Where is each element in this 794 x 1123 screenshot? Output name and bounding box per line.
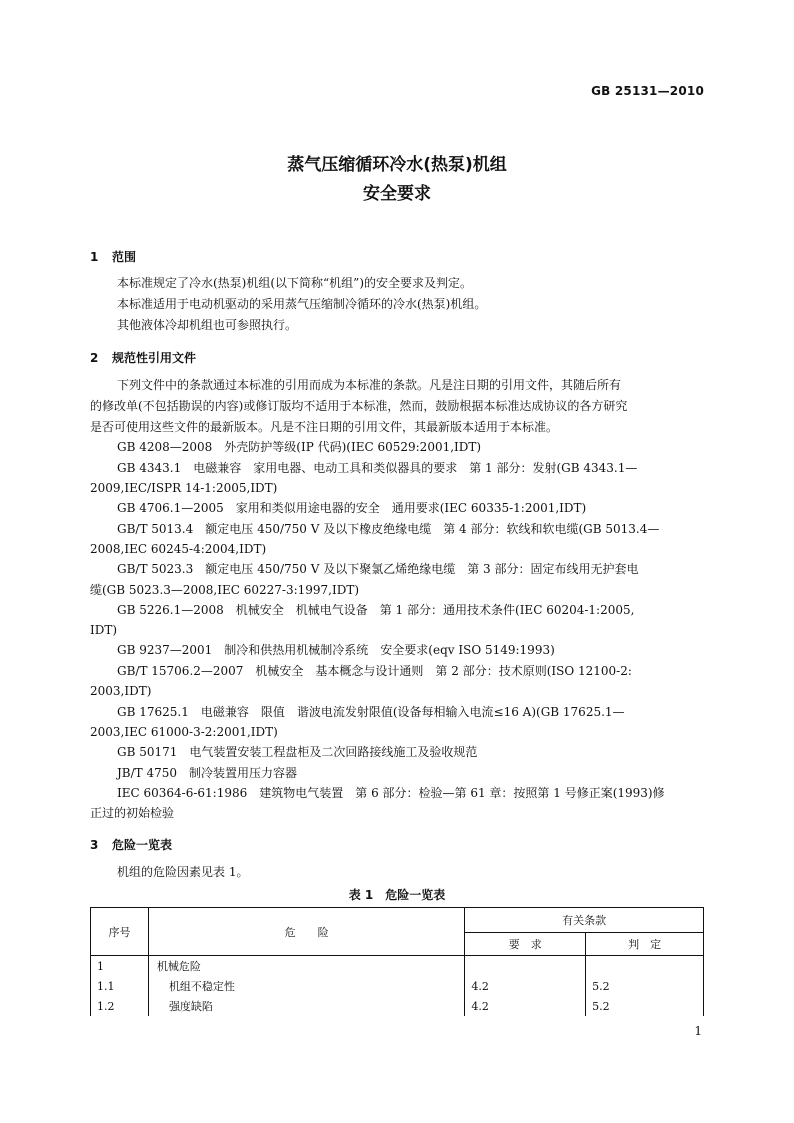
section-3-heading	[90, 836, 172, 853]
reference-item: GB 50171 电气装置安装工程盘柜及二次回路接线施工及验收规范	[117, 745, 478, 759]
reference-item: JB/T 4750 制冷装置用压力容器	[117, 766, 298, 780]
section-1-heading	[90, 248, 136, 265]
reference-item: GB/T 15706.2—2007 机械安全 基本概念与设计通则 第 2 部分：技术原则(ISO 12100-2:	[117, 664, 632, 678]
reference-item: 缆(GB 5023.3—2008,IEC 60227-3:1997,IDT)	[90, 583, 360, 597]
hazard-table	[90, 907, 704, 1016]
cell-hazard: 强度缺陷	[148, 996, 464, 1016]
paragraph: 的修改单(不包括勘误的内容)或修订版均不适用于本标准，然而，鼓励根据本标准达成协议的各方研究	[90, 399, 628, 413]
header-judgement: 判 定	[586, 933, 704, 956]
paragraph: 本标准规定了冷水(热泵)机组(以下简称“机组”)的安全要求及判定。	[117, 276, 472, 290]
paragraph: 其他液体冷却机组也可参照执行。	[117, 318, 298, 332]
header-hazard: 危 险	[148, 908, 464, 956]
paragraph: 是否可使用这些文件的最新版本。凡是不注日期的引用文件，其最新版本适用于本标准。	[90, 420, 559, 434]
header-related-clauses: 有关条款	[465, 908, 704, 933]
reference-item: GB/T 5023.3 额定电压 450/750 V 及以下聚氯乙烯绝缘电缆 第 3 部分：固定布线用无护套电	[117, 562, 639, 576]
reference-item: 2003,IDT)	[90, 684, 152, 698]
header-no: 序号	[91, 908, 149, 956]
cell-no: 1.1	[91, 976, 149, 996]
reference-item: GB 5226.1—2008 机械安全 机械电气设备 第 1 部分：通用技术条件(IEC 60204-1:2005,	[117, 603, 635, 617]
cell-no: 1.2	[91, 996, 149, 1016]
reference-item: GB 4706.1—2005 家用和类似用途电器的安全 通用要求(IEC 60335-1:2001,IDT)	[117, 501, 587, 515]
cell-hazard: 机械危险	[148, 956, 464, 977]
cell-no: 1	[91, 956, 149, 977]
reference-item: 正过的初始检验	[90, 806, 175, 820]
cell-judgement	[586, 956, 704, 977]
reference-item: 2003,IEC 61000-3-2:2001,IDT)	[90, 725, 278, 739]
reference-item: 2009,IEC/ISPR 14-1:2005,IDT)	[90, 481, 278, 495]
reference-item: IEC 60364-6-61:1986 建筑物电气装置 第 6 部分：检验—第 61 章：按照第 1 号修正案(1993)修	[117, 786, 665, 800]
section-number: 2	[90, 351, 99, 365]
cell-judgement: 5.2	[586, 976, 704, 996]
section-title: 范围	[112, 250, 137, 264]
table-row	[91, 996, 704, 1016]
section-title: 危险一览表	[112, 838, 173, 852]
reference-item: GB 17625.1 电磁兼容 限值 谐波电流发射限值(设备每相输入电流≤16 A)(GB 17625.1—	[117, 705, 625, 719]
paragraph: 机组的危险因素见表 1。	[117, 865, 249, 879]
reference-item: GB/T 5013.4 额定电压 450/750 V 及以下橡皮绝缘电缆 第 4 部分：软线和软电缆(GB 5013.4—	[117, 522, 660, 536]
paragraph: 本标准适用于电动机驱动的采用蒸气压缩制冷循环的冷水(热泵)机组。	[117, 297, 487, 311]
section-2-heading	[90, 349, 196, 366]
document-title: 蒸气压缩循环冷水(热泵)机组	[287, 155, 507, 175]
cell-requirement: 4.2	[465, 976, 586, 996]
reference-item: GB 4208—2008 外壳防护等级(IP 代码)(IEC 60529:2001,IDT)	[117, 440, 482, 454]
table-row	[91, 976, 704, 996]
cell-judgement: 5.2	[586, 996, 704, 1016]
cell-requirement	[465, 956, 586, 977]
section-number: 3	[90, 838, 99, 852]
document-subtitle: 安全要求	[363, 184, 431, 204]
standard-code: GB 25131—2010	[591, 84, 704, 98]
reference-item: GB 4343.1 电磁兼容 家用电器、电动工具和类似器具的要求 第 1 部分：发射(GB 4343.1—	[117, 461, 638, 475]
cell-requirement: 4.2	[465, 996, 586, 1016]
paragraph: 下列文件中的条款通过本标准的引用而成为本标准的条款。凡是注日期的引用文件，其随后所有	[117, 378, 622, 392]
table-caption: 表 1 危险一览表	[348, 888, 446, 902]
cell-hazard: 机组不稳定性	[148, 976, 464, 996]
section-number: 1	[90, 250, 99, 264]
reference-item: 2008,IEC 60245-4:2004,IDT)	[90, 542, 267, 556]
reference-item: GB 9237—2001 制冷和供热用机械制冷系统 安全要求(eqv ISO 5149:1993)	[117, 643, 555, 657]
section-title: 规范性引用文件	[112, 351, 197, 365]
reference-item: IDT)	[90, 623, 118, 637]
page-number: 1	[694, 1024, 702, 1038]
table-row	[91, 956, 704, 977]
header-requirement: 要 求	[465, 933, 586, 956]
